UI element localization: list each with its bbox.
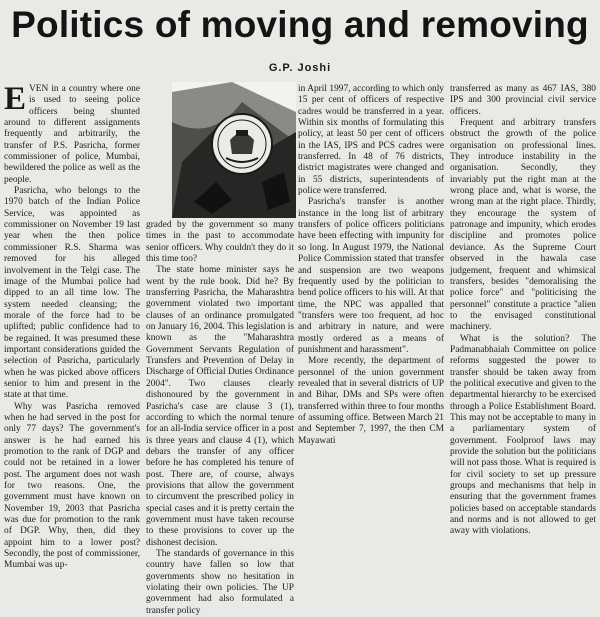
paragraph: Frequent and arbitrary transfers obstruct the growth of the police organisation on professional lines. They introduce instability in the organisation. Secondly, they invariably put the right man at the wrong place and, what is worse, the wrong man at the right place. Thirdly, they encourage the system of patronage and impunity, which erodes discipline and promotes police deviance. As the Supreme Court observed in the hawala case judgement, frequent and whimsical transfers, besides "demoralising the police force" and "politicising the personnel" constitute a practice "alien to the envisaged constitutional machinery. [450,118,596,333]
paragraph: transferred as many as 467 IAS, 380 IPS and 300 provincial civil service officers. [450,84,596,117]
paragraph: The state home minister says he went by the rule book. Did he? By transferring Pasricha, the Maharashtra government violated two important clauses of an ordinance promulgated on January 16, 2004. This legislation is known as the "Maharashtra Government Servants Regulation of Transfers and Prevention of Delay in Discharge of Official Duties Ordinance 2004". Two clauses clearly dishonoured by the government in Pasricha's case are clause 3 (1), according to which the normal tenure for an all-India service officer in a post is three years and clause 4 (1), which debars the transfer of any officer before he has completed his tenure of post. There are, of course, always provisions that allow the government to circumvent the prescribed policy in special cases and it is pretty certain the government must have taken recourse to these provisions to cover up the dishonest decision. [146,265,294,548]
paragraph: Why was Pasricha removed when he had served in the post for only 77 days? The government's answer is he had earned his promotion to the rank of DGP and could not be retained in a lower post. The argument does not wash for two reasons. One, the government must have known on November 19, 2003 that Pasricha was due for promotion to the rank of DGP. Why, then, did they appoint him to a lower post? Secondly, the post of commissioner, Mumbai was up- [4,401,140,571]
paragraph: Pasricha, who belongs to the 1970 batch of the Indian Police Service, was appointed as commissioner on November 19 last year when the then police commissioner R.S. Sharma was removed for his alleged involvement in the Telgi case. The image of the Mumbai police had dipped to an all time low. The system needed cleansing; the morale of the force had to be uplifted; public confidence had to be regained. It was presumed these important considerations guided the selection of Pasricha, particularly when he was picked above officers senior to him and present in the state at that time. [4,186,140,401]
paragraph: Pasricha's transfer is another instance in the long list of arbitrary transfers of police officers politicians have been effecting with impunity for so long. In August 1979, the National Police Commission stated that transfer and suspension are two weapons frequently used by the politician to bend police officers to his will. At that time, the NPC was appalled that "transfers were too frequent, ad hoc and arbitrary in nature, and were mostly ordered as a means of punishment and harassment". [298,197,444,355]
article-column-3 [298,84,444,592]
article-column-1 [4,81,140,592]
paragraph: More recently, the department of personnel of the union government revealed that in several districts of UP and Bihar, DMs and SPs were often transferred within three to four months of assuming office. Between March 21 and September 7, 1997, the then CM Mayawati [298,356,444,446]
police-emblem-illustration [172,82,296,218]
paragraph: in April 1997, according to which only 15 per cent of officers of respective cadres would be transferred in a year. Within six months of formulating this policy, at least 50 per cent of officers in the IAS, IPS and PCS cadres were transferred. In 48 of 76 districts, district magistrates were changed and in 55 districts, superintendents of police were transferred. [298,84,444,197]
illustration [172,82,296,218]
article-column-4 [450,84,596,592]
paragraph [4,81,140,186]
paragraph: graded by the government so many times in the past to accommodate senior officers. Why couldn't they do it this time too? [146,220,294,265]
paragraph-text: VEN in a country where one is used to seeing police officers being shunted around to different assignments frequently and arbitrarily, the transfer of P.S. Pasricha, former commissioner of police, Mumbai, bewildered the police as well as the people. [4,84,140,185]
paragraph: The standards of governance in this country have fallen so low that governments show no hesitation in violating their own policies. The UP government had also formulated a transfer policy [146,548,294,616]
headline: Politics of moving and removing [11,4,589,45]
paragraph: What is the solution? The Padmanabhaiah Committee on police reforms suggested the power to transfer should be taken away from the political executive and given to the departmental hierarchy to be exercised through a Police Establishment Board. This may not be acceptable to many in a parliamentary system of government. Foolproof laws may provide the solution but the politicians will not pass those. What is required is for civil society to set up pressure groups and mechanisms that help in ensuring that the government frames policies based on acceptable standards and norms and is not allowed to get away with violations. [450,333,596,537]
drop-cap: E [4,81,27,117]
article-column-2 [146,84,294,616]
byline: G.P. Joshi [268,62,332,74]
